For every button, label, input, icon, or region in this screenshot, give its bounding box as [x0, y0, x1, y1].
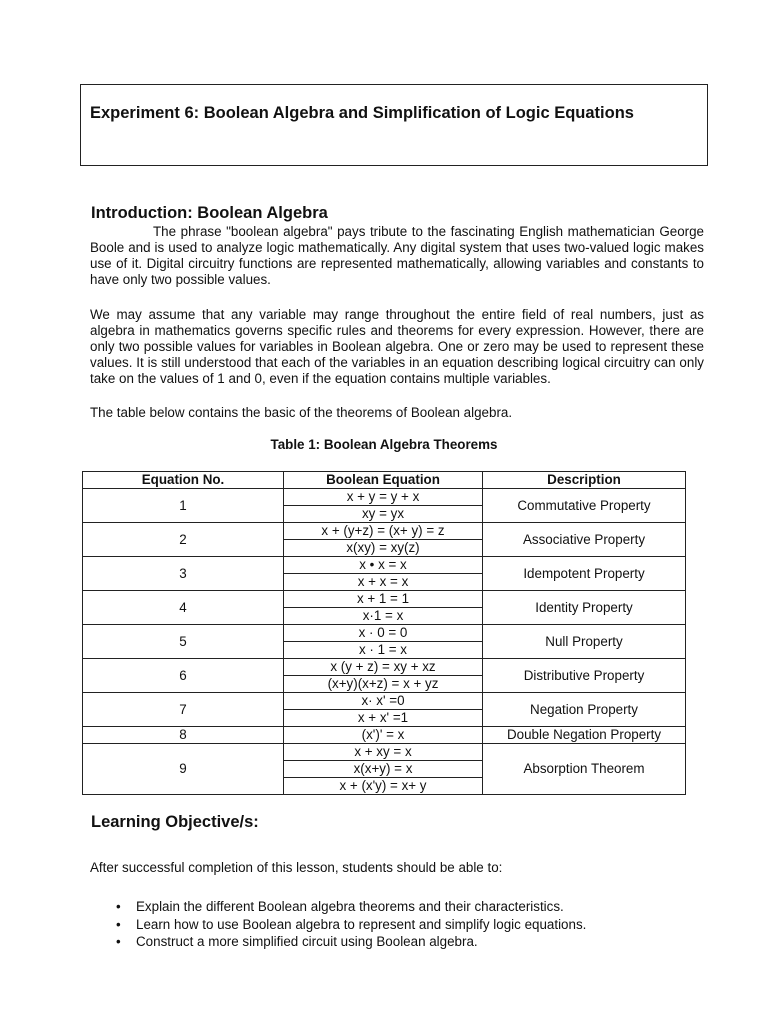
- table-row: [83, 727, 686, 744]
- objectives-heading: Learning Objective/s:: [91, 813, 259, 831]
- intro-heading: Introduction: Boolean Algebra: [91, 204, 328, 222]
- table-row: [83, 523, 686, 540]
- boolean-equation-cell: x + y = y + x: [284, 489, 483, 506]
- boolean-equation-cell: x (y + z) = xy + xz: [284, 659, 483, 676]
- equation-number-cell: 1: [83, 489, 284, 523]
- table-row: [83, 744, 686, 761]
- boolean-equation-cell: x • x = x: [284, 557, 483, 574]
- equation-number-cell: 9: [83, 744, 284, 795]
- header-description: Description: [483, 472, 686, 489]
- equation-number-cell: 7: [83, 693, 284, 727]
- boolean-equation-cell: x + 1 = 1: [284, 591, 483, 608]
- table-caption: Table 1: Boolean Algebra Theorems: [270, 437, 498, 452]
- boolean-equation-cell: x(x+y) = x: [284, 761, 483, 778]
- boolean-equation-cell: (x')' = x: [284, 727, 483, 744]
- boolean-equation-cell: x(xy) = xy(z): [284, 540, 483, 557]
- table-row: [83, 693, 686, 710]
- boolean-equation-cell: x + x = x: [284, 574, 483, 591]
- header-equation-no: Equation No.: [83, 472, 284, 489]
- page-title: Experiment 6: Boolean Algebra and Simplification of Logic Equations: [90, 104, 634, 122]
- equation-number-cell: 6: [83, 659, 284, 693]
- description-cell: Associative Property: [483, 523, 686, 557]
- intro-paragraph-1: The phrase "boolean algebra" pays tribute to the fascinating English mathematician George Boole and is used to analyze logic mathematically. Any digital system that uses two-valued logic makes use of it. Digital circuitry functions are represented mathematically, allowing variables and constants to have only two possible values.: [90, 224, 704, 287]
- equation-number-cell: 8: [83, 727, 284, 744]
- boolean-equation-cell: x + (y+z) = (x+ y) = z: [284, 523, 483, 540]
- table-header-row: [83, 472, 686, 489]
- equation-number-cell: 5: [83, 625, 284, 659]
- header-boolean-equation: Boolean Equation: [284, 472, 483, 489]
- equation-number-cell: 3: [83, 557, 284, 591]
- boolean-equation-cell: x + (x'y) = x+ y: [284, 778, 483, 795]
- intro-paragraph-2: We may assume that any variable may range throughout the entire field of real numbers, just as algebra in mathematics governs specific rules and theorems for every expression. However, there are only two possible values for variables in Boolean algebra. One or zero may be used to represent these values. It is still understood that each of the variables in an equation describing logical circuitry can only take on the values of 1 and 0, even if the equation contains multiple variables.: [90, 307, 704, 386]
- description-cell: Identity Property: [483, 591, 686, 625]
- objective-item: • Learn how to use Boolean algebra to represent and simplify logic equations.: [116, 916, 586, 934]
- equation-number-cell: 2: [83, 523, 284, 557]
- table-row: [83, 557, 686, 574]
- table-row: [83, 591, 686, 608]
- objective-item: • Explain the different Boolean algebra theorems and their characteristics.: [116, 898, 586, 916]
- title-box: [80, 84, 708, 166]
- description-cell: Double Negation Property: [483, 727, 686, 744]
- boolean-equation-cell: x + x' =1: [284, 710, 483, 727]
- boolean-equation-cell: x · 1 = x: [284, 642, 483, 659]
- table-row: [83, 625, 686, 642]
- description-cell: Null Property: [483, 625, 686, 659]
- boolean-equation-cell: x + xy = x: [284, 744, 483, 761]
- objectives-lead: After successful completion of this lesson, students should be able to:: [90, 860, 503, 875]
- description-cell: Negation Property: [483, 693, 686, 727]
- table-row: [83, 659, 686, 676]
- description-cell: Commutative Property: [483, 489, 686, 523]
- theorems-table: [82, 471, 686, 795]
- intro-paragraph-3: The table below contains the basic of the theorems of Boolean algebra.: [90, 405, 513, 420]
- objective-item: • Construct a more simplified circuit using Boolean algebra.: [116, 933, 586, 951]
- boolean-equation-cell: x·1 = x: [284, 608, 483, 625]
- description-cell: Idempotent Property: [483, 557, 686, 591]
- boolean-equation-cell: (x+y)(x+z) = x + yz: [284, 676, 483, 693]
- objectives-list: [116, 898, 586, 951]
- description-cell: Distributive Property: [483, 659, 686, 693]
- boolean-equation-cell: x· x' =0: [284, 693, 483, 710]
- description-cell: Absorption Theorem: [483, 744, 686, 795]
- equation-number-cell: 4: [83, 591, 284, 625]
- table-row: [83, 489, 686, 506]
- boolean-equation-cell: x · 0 = 0: [284, 625, 483, 642]
- boolean-equation-cell: xy = yx: [284, 506, 483, 523]
